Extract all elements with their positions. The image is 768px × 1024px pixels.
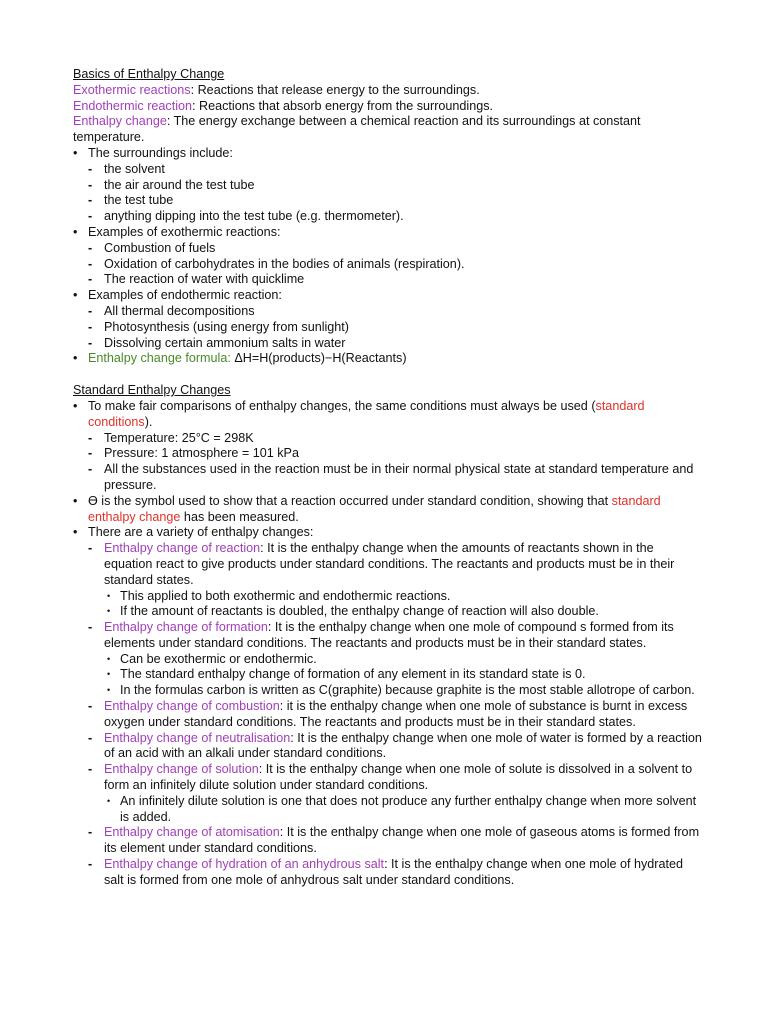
term: Enthalpy change — [73, 114, 167, 129]
sub-item: - Combustion of fuels — [73, 241, 703, 257]
section-heading-basics: Basics of Enthalpy Change — [73, 67, 225, 81]
sub-item: - anything dipping into the test tube (e.g. thermometer). — [73, 209, 703, 225]
sub-sub-item: • The standard enthalpy change of formation of any element in its standard state is 0. — [73, 667, 703, 683]
sub-item: - All the substances used in the reaction must be in their normal physical state at standard temperature and pressure. — [73, 462, 703, 494]
definition-text: : it is the enthalpy change when one mole of substance is burnt in excess oxygen under standard conditions. The reactants and products must be in their standard states. — [104, 699, 688, 729]
formula-label: Enthalpy change formula: — [88, 351, 231, 366]
list-item-formula — [73, 351, 703, 367]
list-item-surroundings: • The surroundings include: — [73, 146, 703, 162]
text: To make fair comparisons of enthalpy changes, the same conditions must always be used ( — [88, 398, 596, 413]
definition-text: : Reactions that absorb energy from the surroundings. — [192, 98, 494, 113]
basics-list — [73, 146, 703, 367]
term: Enthalpy change of hydration of an anhydrous salt — [104, 857, 385, 872]
definition-text: : It is the enthalpy change when one mole of solute is dissolved in a solvent to form an infinitely dilute solution under standard conditions. — [104, 762, 693, 793]
text: ϴ is the symbol used to show that a reaction occurred under standard condition, showing that — [88, 493, 612, 508]
definition-enthalpy-change — [73, 114, 703, 146]
sub-item: - All thermal decompositions — [73, 304, 703, 320]
text: has been measured. — [180, 509, 299, 524]
sub-item: - Oxidation of carbohydrates in the bodies of animals (respiration). — [73, 257, 703, 273]
enthalpy-type-reaction — [73, 541, 703, 588]
sub-sub-item: • An infinitely dilute solution is one that does not produce any further enthalpy change when more solvent is added. — [73, 794, 703, 826]
list-item-theta — [73, 494, 703, 526]
definition-text: : It is the enthalpy change when one mole of compound s formed from its elements under standard conditions. The reactants and products must be in their standard states. — [104, 620, 674, 650]
term: Enthalpy change of solution — [104, 762, 259, 777]
definition-text: : It is the enthalpy change when the amounts of reactants shown in the equation react to give products under standard conditions. The reactants and products must be in their standard states. — [104, 541, 675, 587]
term: Enthalpy change of neutralisation — [104, 730, 291, 745]
list-item-exo-examples: • Examples of exothermic reactions: — [73, 225, 703, 241]
standard-list — [73, 399, 703, 889]
sub-item: - The reaction of water with quicklime — [73, 272, 703, 288]
term: Exothermic reactions — [73, 82, 191, 97]
sub-item: - Pressure: 1 atmosphere = 101 kPa — [73, 446, 703, 462]
definition-text: : The energy exchange between a chemical reaction and its surroundings at constant temperature. — [73, 114, 641, 145]
definition-text: : It is the enthalpy change when one mole of water is formed by a reaction of an acid with an alkali under standard conditions. — [104, 730, 702, 761]
formula-text: ΔH=H(products)−H(Reactants) — [230, 351, 407, 366]
term: Enthalpy change of combustion — [104, 699, 280, 714]
highlight: standard conditions — [88, 398, 645, 429]
term: Endothermic reaction — [73, 98, 193, 113]
list-item-fair-comparison — [73, 399, 703, 431]
sub-sub-item: • In the formulas carbon is written as C(graphite) because graphite is the most stable allotrope of carbon. — [73, 683, 703, 699]
text: ). — [144, 414, 153, 429]
sub-sub-item: • Can be exothermic or endothermic. — [73, 652, 703, 668]
definition-text: : It is the enthalpy change when one mole of gaseous atoms is formed from its element under standard conditions. — [104, 825, 700, 856]
list-item-endo-examples: • Examples of endothermic reaction: — [73, 288, 703, 304]
enthalpy-type-hydration — [73, 857, 703, 889]
list-item-variety: • There are a variety of enthalpy changes: — [73, 525, 703, 541]
enthalpy-type-neutralisation — [73, 731, 703, 763]
section-gap — [73, 367, 703, 383]
sub-item: - the air around the test tube — [73, 178, 703, 194]
sub-item: - Dissolving certain ammonium salts in water — [73, 336, 703, 352]
sub-item: - Temperature: 25°C = 298K — [73, 431, 703, 447]
document-content — [73, 67, 703, 889]
enthalpy-type-solution — [73, 762, 703, 794]
sub-item: - the solvent — [73, 162, 703, 178]
sub-sub-item: • This applied to both exothermic and endothermic reactions. — [73, 589, 703, 605]
term: Enthalpy change of formation — [104, 620, 268, 635]
definition-text: : Reactions that release energy to the surroundings. — [190, 82, 480, 97]
sub-sub-item: • If the amount of reactants is doubled, the enthalpy change of reaction will also double. — [73, 604, 703, 620]
term: Enthalpy change of reaction — [104, 541, 261, 556]
definition-text: : It is the enthalpy change when one mole of hydrated salt is formed from one mole of anhydrous salt under standard conditions. — [104, 857, 684, 887]
enthalpy-type-combustion — [73, 699, 703, 731]
enthalpy-type-atomisation — [73, 825, 703, 857]
definition-endothermic — [73, 99, 703, 115]
sub-item: - Photosynthesis (using energy from sunlight) — [73, 320, 703, 336]
sub-item: - the test tube — [73, 193, 703, 209]
section-heading-standard: Standard Enthalpy Changes — [73, 383, 231, 398]
enthalpy-type-formation — [73, 620, 703, 652]
highlight: standard enthalpy change — [88, 493, 661, 524]
term: Enthalpy change of atomisation — [104, 825, 280, 840]
definition-exothermic — [73, 83, 703, 99]
